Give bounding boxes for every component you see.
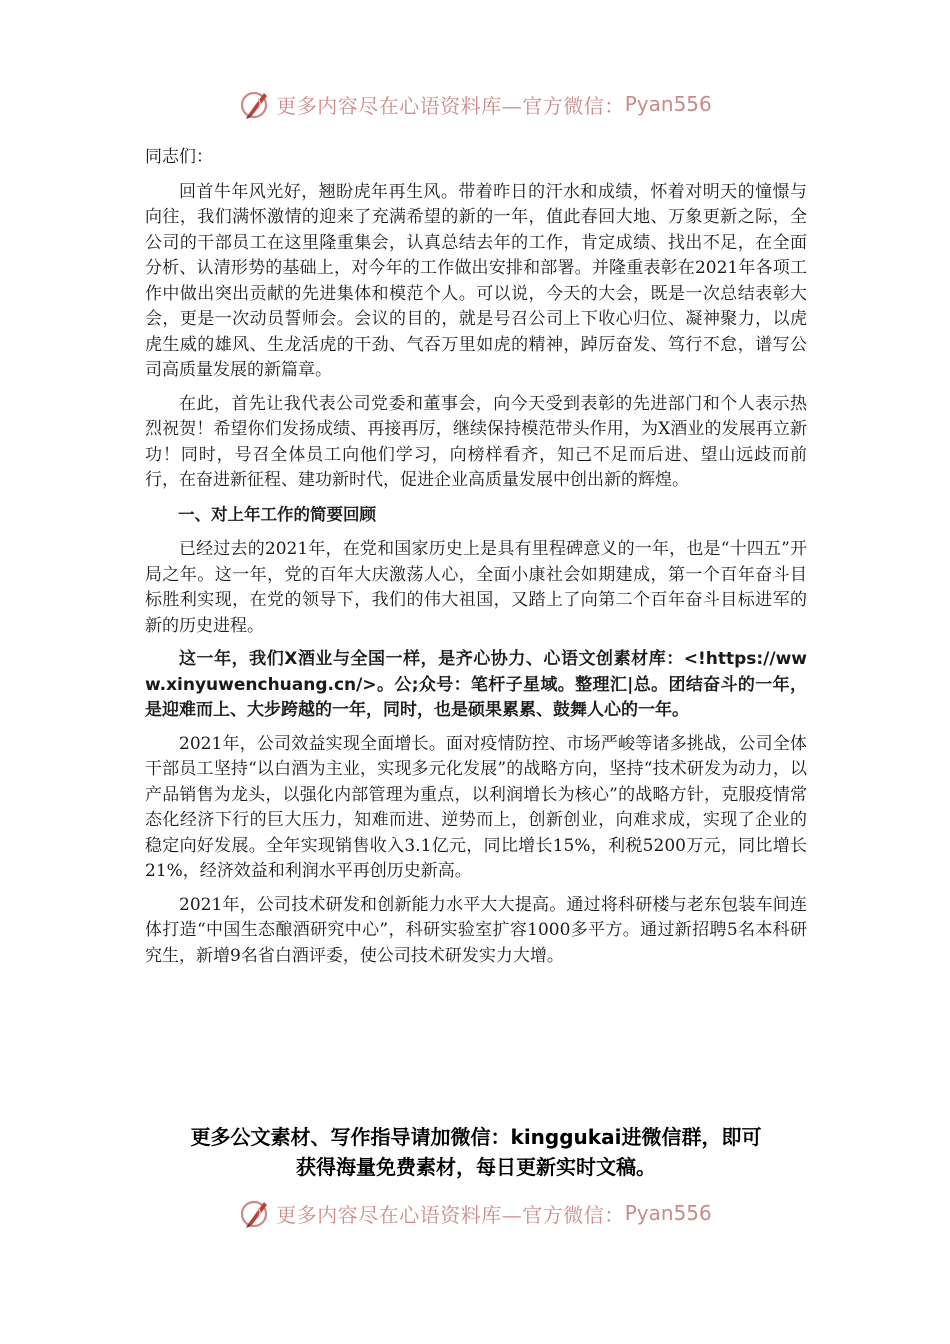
- paragraph-review-2021: 已经过去的2021年，在党和国家历史上是具有里程碑意义的一年，也是“十四五”开局之年。这一年，党的百年大庆激荡人心，全面小康社会如期建成，第一个百年奋斗目标胜利实现，在党的领导下，我们的伟大祖国，又踏上了向第二个百年奋斗目标进军的新的历史进程。: [145, 539, 807, 636]
- watermark-wechat-id: Pyan556: [624, 92, 712, 116]
- pen-logo-icon: [238, 87, 272, 121]
- paragraph-benefits: 2021年，公司效益实现全面增长。面对疫情防控、市场严峻等诸多挑战，公司全体干部员工坚持“以白酒为主业，实现多元化发展”的战略方向，坚持“技术研发为动力，以产品销售为龙头，以强化内部管理为重点，以利润增长为核心”的战略方针，克服疫情常态化经济下行的巨大压力，知难而进、逆势而上，创新创业，向难求成，实现了企业的稳定向好发展。全年实现销售收入3.1亿元，同比增长15%，利税5200万元，同比增长21%，经济效益和利润水平再创历史新高。: [145, 733, 807, 881]
- watermark-wechat-id: Pyan556: [624, 1201, 712, 1225]
- section-heading: 一、对上年工作的简要回顾: [178, 504, 376, 524]
- watermark-text: 更多内容尽在心语资料库—官方微信：: [276, 1202, 625, 1227]
- paragraph-rnd: 2021年，公司技术研发和创新能力水平大大提高。通过将科研楼与老东包装车间连体打造“中国生态酿酒研究中心”，科研实验室扩容1000多平方。通过新招聘5名本科研究生，新增9名省白酒评委，使公司技术研发实力大增。: [145, 894, 807, 966]
- watermark-text: 更多内容尽在心语资料库—官方微信：: [276, 93, 625, 118]
- footer-watermark: [0, 1193, 950, 1233]
- header-watermark: [0, 84, 950, 124]
- document-body: [145, 145, 807, 977]
- promo-notice: [145, 1122, 807, 1182]
- pen-logo-icon: [238, 1196, 272, 1230]
- paragraph-this-year: 这一年，我们X酒业与全国一样，是齐心协力、心语文创素材库：<!https://www.xinyuwenchuang.cn/>。公;众号：笔杆子星域。整理汇|总。团结奋斗的一年，是迎难而上、大步跨越的一年，同时，也是硕果累累、鼓舞人心的一年。: [145, 649, 807, 720]
- paragraph-congratulations: 在此，首先让我代表公司党委和董事会，向今天受到表彰的先进部门和个人表示热烈祝贺！希望你们发扬成绩、再接再厉，继续保持模范带头作用，为X酒业的发展再立新功！同时，号召全体员工向他们学习，向榜样看齐，知己不足而后进、望山远歧而前行，在奋进新征程、建功新时代，促进企业高质量发展中创出新的辉煌。: [145, 393, 807, 490]
- promo-line-2: 获得海量免费素材，每日更新实时文稿。: [296, 1155, 656, 1179]
- salutation: 同志们：: [145, 147, 213, 167]
- promo-line-1: 更多公文素材、写作指导请加微信：kinggukai进微信群，即可: [190, 1125, 762, 1149]
- paragraph-opening: 回首牛年风光好，翘盼虎年再生风。带着昨日的汗水和成绩，怀着对明天的憧憬与向往，我们满怀激情的迎来了充满希望的新的一年，值此春回大地、万象更新之际，全公司的干部员工在这里隆重集会，认真总结去年的工作，肯定成绩、找出不足，在全面分析、认清形势的基础上，对今年的工作做出安排和部署。并隆重表彰在2021年各项工作中做出突出贡献的先进集体和模范个人。可以说，今天的大会，既是一次总结表彰大会，更是一次动员誓师会。会议的目的，就是号召公司上下收心归位、凝神聚力，以虎虎生威的雄风、生龙活虎的干劲、气吞万里如虎的精神，踔厉奋发、笃行不怠，谱写公司高质量发展的新篇章。: [145, 181, 807, 380]
